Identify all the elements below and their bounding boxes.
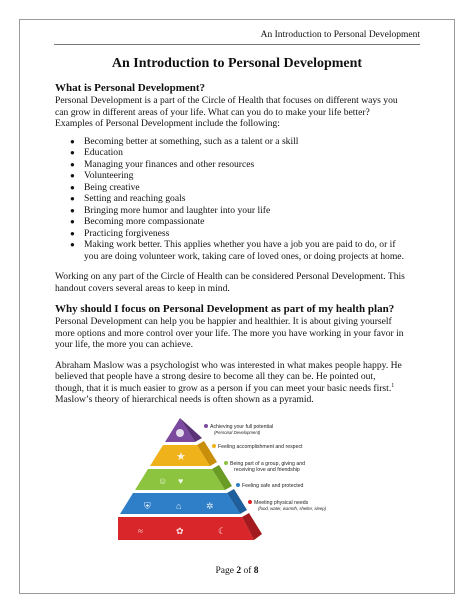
pyramid-label-2: Feeling accomplishment and respect	[218, 444, 303, 450]
bullet-icon: ●	[70, 217, 75, 226]
intro-paragraph	[55, 95, 421, 130]
section-heading-what-is: What is Personal Development?	[55, 82, 206, 94]
benefits-paragraph: Personal Development can help you be happier and healthier. It is about giving yourself more options and more control over your life. The more you have working in your favor in your life, the more you can achieve.	[55, 316, 404, 350]
pyramid-sublabel-1: (Personal Development)	[214, 430, 261, 435]
bullet-icon: ●	[70, 159, 75, 169]
list-item: ● Setting and reaching goals	[70, 193, 186, 204]
bullet-icon: ●	[70, 194, 75, 203]
list-item: ● Making work better. This applies whether you have a job you are paid to do, or if you are doing volunteer work, taking care of loved ones, or doing projects at home.	[70, 239, 404, 262]
pyramid-sublabel-5: (food, water, warmth, shelter, sleep)	[258, 506, 327, 511]
pyramid-label-1: Achieving your full potential	[210, 424, 274, 430]
list-item: ● Becoming more compassionate	[70, 216, 205, 227]
bullet-icon: ●	[70, 136, 75, 146]
list-item: ● Volunteering	[70, 170, 134, 181]
moon-icon: ☾	[218, 526, 227, 536]
intro-line: Examples of Personal Development include the following:	[55, 118, 280, 129]
examples-list	[55, 136, 421, 263]
maslow-pyramid	[118, 412, 378, 562]
people-icon: ☺	[158, 476, 168, 486]
heart-icon: ♥	[178, 476, 184, 486]
gear-icon: ✲	[206, 501, 214, 511]
bullet-icon: ●	[70, 205, 75, 215]
pyramid-label-4: Feeling safe and protected	[242, 483, 304, 489]
intro-line: Personal Development is a part of the Circle of Health that focuses on different ways you	[55, 95, 398, 106]
page-title: An Introduction to Personal Development	[111, 56, 363, 71]
body-content	[55, 82, 421, 406]
sun-icon	[176, 429, 184, 437]
page-number: Page 2 of 8	[215, 566, 259, 576]
bullet-icon: ●	[70, 228, 75, 238]
list-item: ● Bringing more humor and laughter into your life	[70, 204, 271, 216]
list-item: ● Practicing forgiveness	[70, 227, 170, 239]
header-divider	[54, 44, 420, 45]
bullet-icon: ●	[70, 182, 75, 192]
shield-icon: ⛨	[144, 501, 151, 511]
intro-line: can grow in different areas of your life. What can you do to make your life better?	[55, 106, 370, 118]
list-item: ● Managing your finances and other resources	[70, 158, 255, 170]
running-header: An Introduction to Personal Development	[260, 30, 420, 40]
bullet-icon: ●	[70, 148, 75, 157]
section-heading-why-focus: Why should I focus on Personal Development as part of my health plan?	[55, 303, 395, 315]
footnote-marker: 1	[391, 382, 395, 389]
water-icon: ≈	[138, 526, 143, 536]
maslow-paragraph: Abraham Maslow was a psychologist who was interested in what makes people happy. He believed that people have a strong desire to become all they can be. He pointed out, though, that it is much easier to grow as a person if you can meet your basic needs first.$^1$ Maslow’s theory of hierarchical needs is often shown as a pyramid.	[55, 359, 402, 405]
closing-paragraph: Working on any part of the Circle of Health can be considered Personal Development. This handout covers several areas to keep in mind.	[55, 271, 405, 294]
food-icon: ✿	[176, 526, 184, 536]
list-item: ● Education	[70, 147, 123, 158]
pyramid-label-3: Being part of a group, giving and	[230, 461, 305, 467]
list-item: ● Becoming better at something, such as a talent or a skill	[70, 135, 299, 147]
pyramid-sublabel-3: receiving love and friendship	[234, 467, 300, 473]
pyramid-label-5: Meeting physical needs	[254, 500, 309, 506]
bullet-icon: ●	[70, 240, 75, 249]
bullet-icon: ●	[70, 171, 75, 180]
list-item: ● Being creative	[70, 181, 140, 193]
home-icon: ⌂	[176, 501, 182, 511]
star-icon: ★	[176, 451, 186, 463]
